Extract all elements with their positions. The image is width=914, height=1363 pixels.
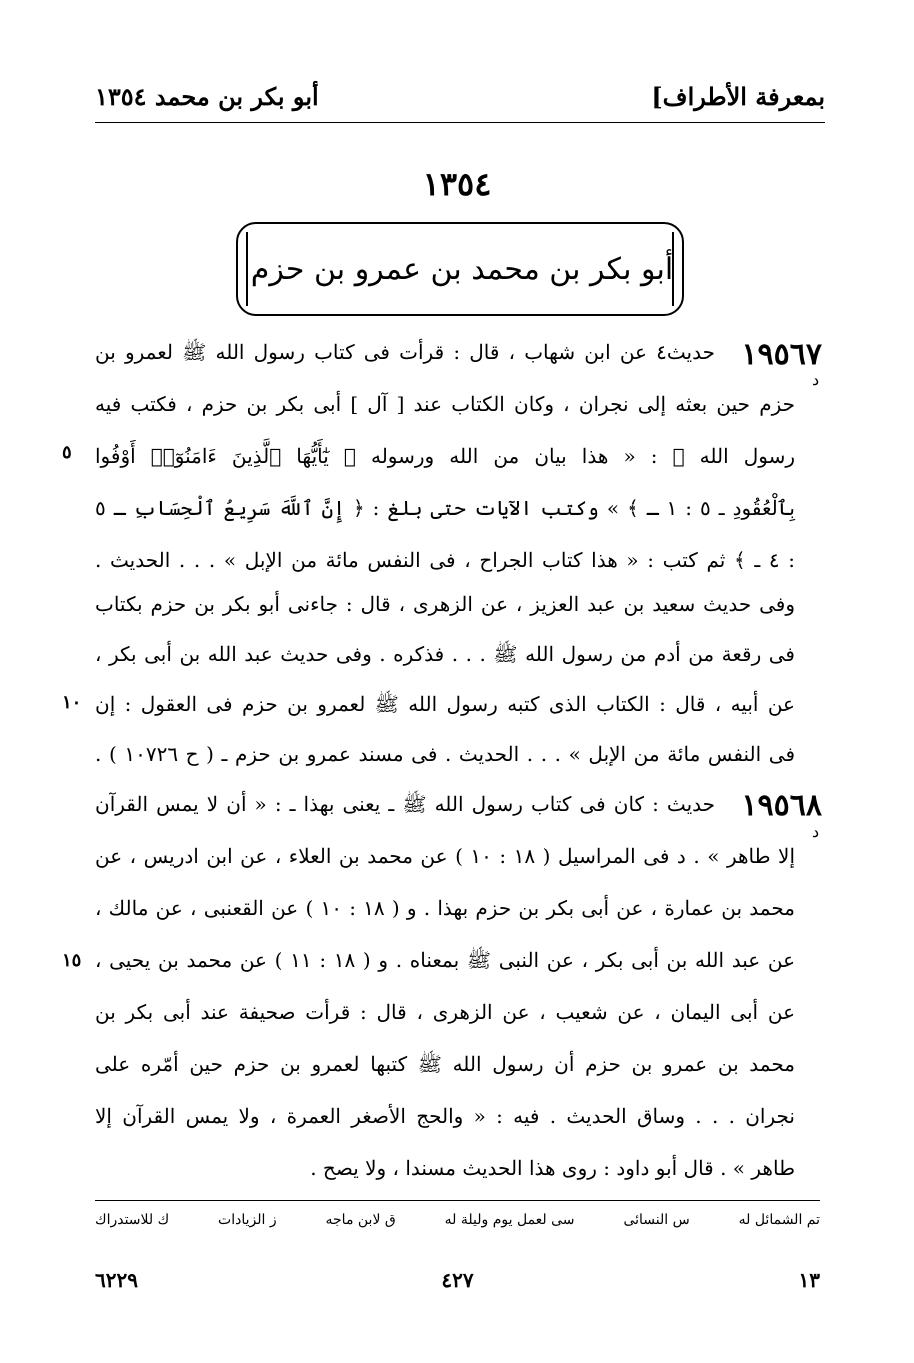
- margin-line-number: ١٠: [62, 692, 82, 713]
- footer-rule: [95, 1200, 820, 1201]
- text-line: إلا طاهر » . د فى المراسيل ( ١٨ : ١٠ ) عن محمد بن العلاء ، عن ابن ادريس ، عن: [95, 844, 796, 868]
- text-line: محمد بن عمارة ، عن أبى بكر بن حزم بهذا . و ( ١٨ : ١٠ ) عن القعنبى ، عن مالك ،: [95, 896, 795, 920]
- hadith-number: ١٩٥٦٨: [741, 788, 822, 823]
- text-line: وفى حديث سعيد بن عبد العزيز ، عن الزهرى ، قال : جاءنى أبو بكر بن حزم بكتاب: [95, 592, 795, 616]
- text-line: حديث : كان فى كتاب رسول الله ﷺ ـ يعنى بهذا ـ : « أن لا يمس القرآن: [95, 792, 715, 816]
- running-header: [95, 82, 825, 122]
- abbreviation-key: [95, 1212, 820, 1242]
- abbreviation-item: سى لعمل يوم وليلة له: [444, 1212, 575, 1228]
- abbreviation-item: س النسائى: [623, 1212, 690, 1228]
- text-line: فى رقعة من أدم من رسول الله ﷺ . . . فذكره . وفى حديث عبد الله بن أبى بكر ،: [95, 642, 795, 666]
- text-line: رسول الله ﷺ : « هذا بيان من الله ورسوله ﴿ يٰٓأَيُّهَا ٱلَّذِينَ ءَامَنُوٓا۟ أَوْفُوا: [95, 444, 795, 468]
- page-number: ٤٢٧: [441, 1268, 474, 1292]
- header-rule: [95, 122, 825, 123]
- header-book-title: بمعرفة الأطراف]: [651, 82, 825, 111]
- page-footer: [95, 1268, 820, 1298]
- abbreviation-item: تم الشمائل له: [738, 1212, 820, 1228]
- text-line: فى النفس مائة من الإبل » . . . الحديث . فى مسند عمرو بن حزم ـ ( ح ١٠٧٢٦ ) .: [95, 742, 796, 766]
- abbreviation-item: ك للاستدراك: [95, 1212, 170, 1228]
- person-name: أبو بكر بن محمد بن عمرو بن حزم: [250, 252, 674, 287]
- text-line: محمد بن عمرو بن حزم أن رسول الله ﷺ كتبها لعمرو بن حزم حين أمّره على: [95, 1052, 795, 1076]
- sequence-number: ٦٢٢٩: [95, 1268, 138, 1292]
- text-line: بِٱلْعُقُودِ ـ ٥ : ١ ـ ﴾ » وكتب الآيات حتى بلغ : ﴿ إِنَّ ٱللَّهَ سَرِيعُ ٱلْحِسَابِ ـ ٥: [95, 496, 795, 520]
- text-line: : ٤ ـ ﴾ ثم كتب : « هذا كتاب الجراح ، فى النفس مائة من الإبل » . . . الحديث .: [95, 548, 795, 572]
- volume-number: ١٣: [798, 1268, 820, 1292]
- text-line: عن أبيه ، قال : الكتاب الذى كتبه رسول الله ﷺ لعمرو بن حزم فى العقول : إن: [95, 692, 795, 716]
- text-line: حديث٤ عن ابن شهاب ، قال : قرأت فى كتاب رسول الله ﷺ لعمرو بن: [95, 340, 715, 364]
- margin-mark: د: [812, 370, 820, 389]
- text-line: نجران . . . وساق الحديث . فيه : « والحج الأصغر العمرة ، ولا يمس القرآن إلا: [95, 1104, 795, 1128]
- header-entry-title: أبو بكر بن محمد ١٣٥٤: [95, 82, 319, 111]
- hadith-number: ١٩٥٦٧: [741, 337, 822, 372]
- margin-line-number: ٥: [62, 442, 72, 463]
- text-line: عن أبى اليمان ، عن شعيب ، عن الزهرى ، قال : قرأت صحيفة عند أبى بكر بن: [95, 1000, 796, 1024]
- margin-mark: د: [812, 822, 820, 841]
- text-line: طاهر » . قال أبو داود : روى هذا الحديث مسندا ، ولا يصح .: [310, 1156, 795, 1180]
- entry-number: ١٣٥٤: [422, 165, 492, 203]
- text-line: حزم حين بعثه إلى نجران ، وكان الكتاب عند [ آل ] أبى بكر بن حزم ، فكتب فيه: [95, 392, 795, 416]
- margin-line-number: ١٥: [62, 950, 82, 971]
- abbreviation-item: ق لابن ماجه: [325, 1212, 396, 1228]
- person-name-box: [236, 222, 684, 316]
- abbreviation-item: ز الزيادات: [218, 1212, 277, 1228]
- text-line: عن عبد الله بن أبى بكر ، عن النبى ﷺ بمعناه . و ( ١٨ : ١١ ) عن محمد بن يحيى ،: [95, 948, 796, 972]
